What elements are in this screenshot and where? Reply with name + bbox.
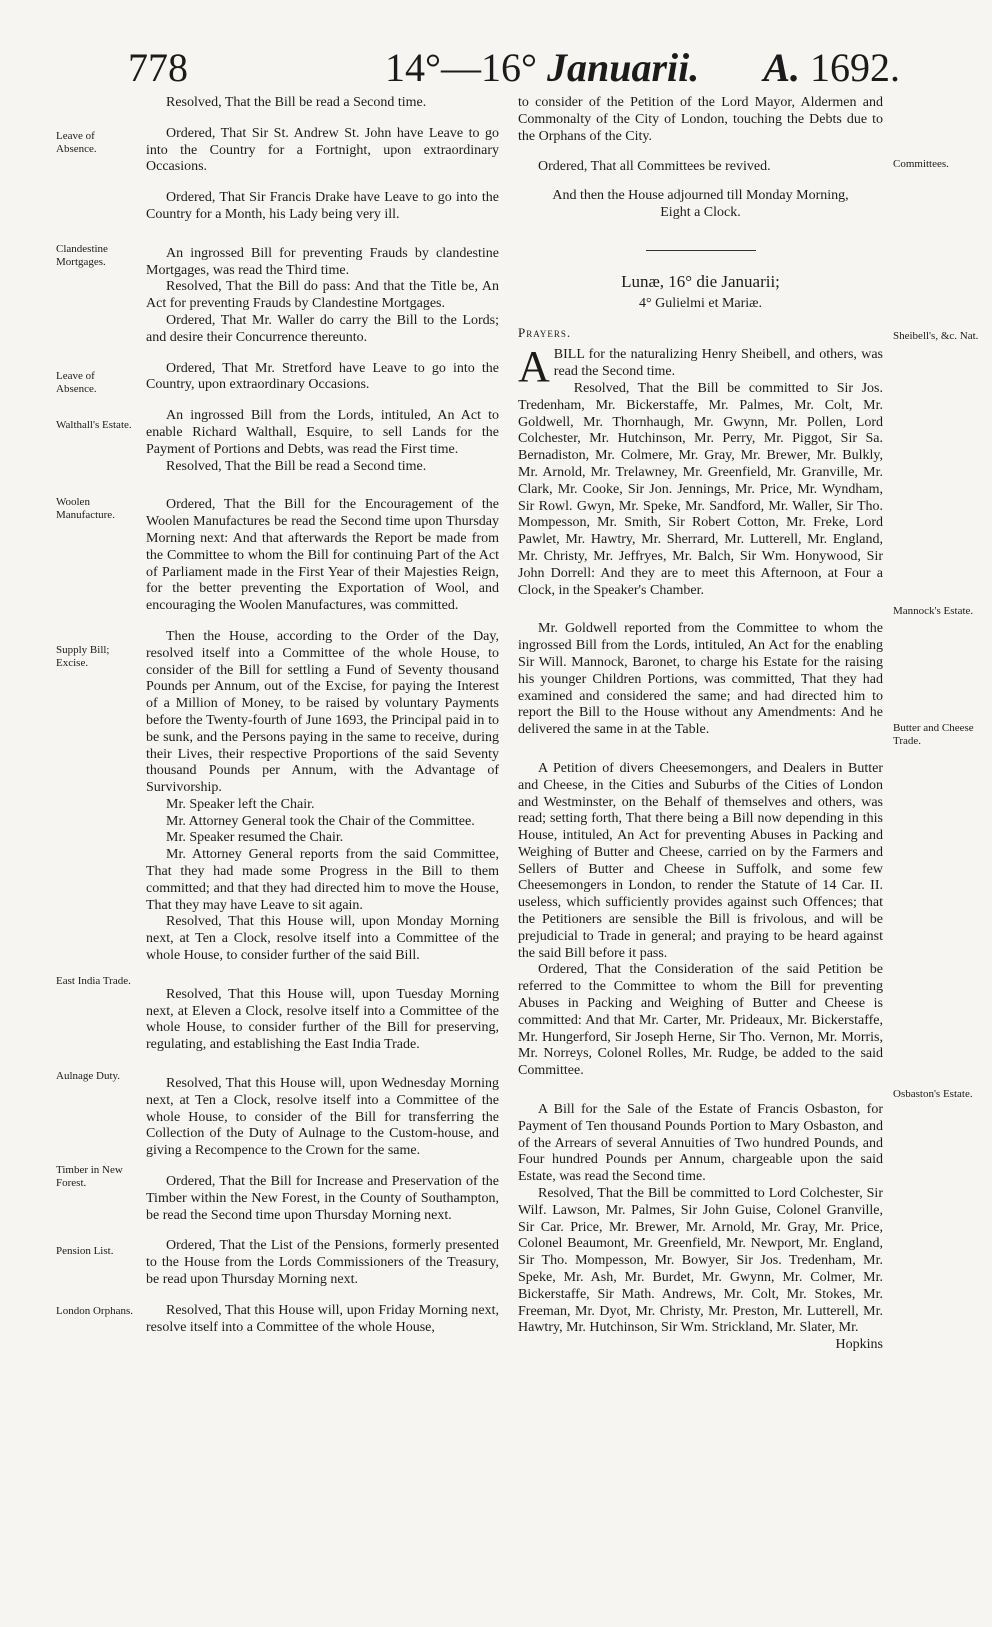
header-year-prefix: A. <box>763 45 800 90</box>
paragraph: Ordered, That Mr. Waller do carry the Bill to the Lords; and desire their Concurrence thereunto. <box>146 312 499 345</box>
paragraph: A Bill for the Sale of the Estate of Francis Osbaston, for Payment of Ten thousand Pounds Portion to Mary Osbaston, and of the Arrears of several Annuities of Two hundred Pounds, and Four hundred Pounds per Annum, chargeable upon the said Estate, was read the Second time. <box>518 1102 883 1185</box>
paragraph: Resolved, That this House will, upon Tuesday Morning next, at Eleven a Clock, resolve itself into a Committee of the whole House, to consider further of the Bill for preserving, regulating, and establishing the East India Trade. <box>146 986 499 1053</box>
paragraph: Ordered, That the Bill for Increase and Preservation of the Timber within the New Forest, in the County of Southampton, be read the Second time upon Thursday Morning next. <box>146 1174 499 1223</box>
header-date-days: 14°—16° <box>385 45 537 90</box>
paragraph: Then the House, according to the Order of the Day, resolved itself into a Committee of the whole House, to consider of the Bill for settling a Fund of Seventy thousand Pounds per Annum, out of the Excise, for paying the Interest of a Million of Money, to be raised by voluntary Payments before the Twenty-fourth of June 1693, the Principal paid in to be sunk, and the Persons paying in the same to receive, during their Lives, their respective Proportions of the said Seventy thousand Pounds per Annum, with the Advantage of Survivorship. <box>146 628 499 796</box>
header-year-value: 1692. <box>810 45 900 90</box>
margin-note-osbastons-estate: Osbaston's Estate. <box>893 1088 973 1100</box>
page-number: 778 <box>128 45 188 90</box>
paragraph: Resolved, That the Bill be read a Second time. <box>166 458 427 474</box>
left-column <box>146 95 499 1336</box>
catchword: Hopkins <box>835 1337 883 1353</box>
right-column <box>518 95 883 1354</box>
paragraph: Mr. Speaker left the Chair. <box>166 796 315 812</box>
margin-note-aulnage-duty: Aulnage Duty. <box>56 1070 121 1082</box>
paragraph: Resolved, That the Bill be committed to Lord Colchester, Sir Wilf. Lawson, Mr. Palmes, Sir John Guise, Colonel Granville, Sir Car. Price, Mr. Brewer, Mr. Arnold, Mr. Gray, Mr. Price, Colonel Beaumont, Mr. Greenfield, Mr. Newport, Mr. England, Sir Tho. Mompesson, Mr. Bowyer, Sir Jos. Tredenham, Mr. Speke, Mr. Ash, Mr. Burdet, Mr. Gwynn, Mr. Colmer, Mr. Bickerstaffe, Sir Math. Andrews, Mr. Colt, Mr. Stokes, Mr. Freeman, Mr. Dyot, Mr. Christy, Mr. Preston, Mr. Lutterell, Mr. Hawtry, Mr. Hutchinson, Sir Wm. Strickland, Mr. Slater, Mr. <box>518 1186 883 1336</box>
paragraph: A Petition of divers Cheesemongers, and Dealers in Butter and Cheese, in the Cities and Suburbs of the Cities of London and Westminster, on the Behalf of themselves and others, was read; setting forth, That there being a Bill now depending in this House, intituled, An Act for preventing Abuses in Packing and Weighing of Butter and Cheese, carried on by the Farmers and Sellers of Butter and Cheese in Suffolk, and some few Cheesemongers in London, to render the Statute of 14 Car. II. useless, which sufficiently provides against such Offences; that the Petitioners are sensible the Bill is frivolous, and will be prejudicial to Trade in general; and praying to be heard against the said Bill before it pass. <box>518 760 883 961</box>
margin-note-mannocks-estate: Mannock's Estate. <box>893 605 974 617</box>
paragraph: Ordered, That the Consideration of the said Petition be referred to the Committee to whom the Bill for preventing Abuses in Packing and Weighing of Butter and Cheese is committed: And that Mr. Carter, Mr. Prideaux, Mr. Bickerstaffe, Mr. Hungerford, Sir Joseph Herne, Sir Tho. Vernon, Mr. Morris, Mr. Norreys, Colonel Rolles, Mr. Rudge, be added to the said Committee. <box>518 962 883 1079</box>
margin-note-walthalls-estate: Walthall's Estate. <box>56 419 132 431</box>
margin-note-clandestine-mortgages: Clandestine Mortgages. <box>56 243 108 268</box>
header-date-month: Januarii. <box>547 45 700 90</box>
paragraph: Resolved, That the Bill be read a Second time. <box>166 95 427 110</box>
paragraph: Ordered, That Mr. Stretford have Leave to go into the Country, upon extraordinary Occasions. <box>146 360 499 393</box>
margin-note-east-india-trade: East India Trade. <box>56 975 131 987</box>
margin-note-committees: Committees. <box>893 158 949 170</box>
paragraph: Ordered, That the Bill for the Encouragement of the Woolen Manufactures be read the Second time upon Thursday Morning next: And that afterwards the Report be made from the Committee to whom the Bill for continuing Part of the Act of Parliament made in the First Year of their Majesties Reign, for the better preventing the Exportation of Wool, and encouraging the Woolen Manufactures, was committed. <box>146 497 499 614</box>
paragraph: Ordered, That Sir St. Andrew St. John have Leave to go into the Country for a Fortnight, upon extraordinary Occasions. <box>146 125 499 175</box>
paragraph: Resolved, That the Bill be committed to Sir Jos. Tredenham, Mr. Bickerstaffe, Mr. Palmes, Mr. Colt, Mr. Goldwell, Mr. Thornhaugh, Mr. Gwynn, Mr. Pollen, Lord Colchester, Mr. Hutchinson, Mr. Perry, Mr. Piggot, Sir Sa. Bernadiston, Mr. Colmere, Mr. Gray, Mr. Brewer, Mr. Bulkly, Mr. Arnold, Mr. Trelawney, Mr. Greenfield, Mr. Granville, Mr. Clark, Mr. Cooke, Sir Jon. Jennings, Mr. Price, Mr. Wyndham, Sir Rowl. Gwyn, Mr. Speke, Mr. Sandford, Mr. Waller, Sir Tho. Mompesson, Mr. Smith, Sir Robert Cotton, Mr. Freke, Lord Pawlet, Mr. Hawtry, Mr. Sherrard, Mr. Lutterell, Mr. England, Mr. Christy, Mr. Jeffryes, Mr. Balch, Sir Wm. Honywood, Sir John Dorrell: And they are to meet this Afternoon, at Four a Clock, in the Speaker's Chamber. <box>518 380 883 598</box>
paragraph: Mr. Goldwell reported from the Committee to whom the ingrossed Bill from the Lords, intituled, An Act for the enabling Sir Will. Mannock, Baronet, to charge his Estate for the raising his younger Children Portions, was committed, That they had examined and considered the same; and had directed him to report the Bill to the House without any Amendments: And he delivered the same in at the Table. <box>518 621 883 738</box>
paragraph: An ingrossed Bill for preventing Frauds by clandestine Mortgages, was read the Third time. <box>146 245 499 278</box>
margin-note-leave-of-absence-2: Leave of Absence. <box>56 370 97 395</box>
paragraph <box>518 342 883 392</box>
margin-note-pension-list: Pension List. <box>56 1245 114 1257</box>
paragraph: Resolved, That the Bill do pass: And that the Title be, An Act for preventing Frauds by Clandestine Mortgages. <box>146 279 499 312</box>
reign-heading: 4° Gulielmi et Mariæ. <box>638 295 763 311</box>
paragraph: Mr. Attorney General reports from the said Committee, That they had made some Progress in the Bill to them committed; and that they had directed him to move the House, That they may have Leave to sit again. <box>146 847 499 913</box>
margin-note-london-orphans: London Orphans. <box>56 1305 133 1317</box>
paragraph: Resolved, That this House will, upon Wednesday Morning next, at Ten a Clock, resolve itself into a Committee of the whole House, to consider of the Bill for transferring the Collection of the Duty of Aulnage to the Custom-house, and giving a Recompence to the Crown for the same. <box>146 1076 499 1159</box>
paragraph: Ordered, That all Committees be revived. <box>538 159 771 175</box>
paragraph: Resolved, That this House will, upon Monday Morning next, at Ten a Clock, resolve itself into a Committee of the whole House, to consider further of the said Bill. <box>146 914 499 964</box>
paragraph: An ingrossed Bill from the Lords, intituled, An Act to enable Richard Walthall, Esquire, to sell Lands for the Payment of Portions and Debts, was read the First time. <box>146 408 499 457</box>
paragraph: Resolved, That this House will, upon Friday Morning next, resolve itself into a Committee of the whole House, <box>146 1302 499 1335</box>
margin-note-supply-bill-excise: Supply Bill; Excise. <box>56 644 110 669</box>
margin-note-butter-cheese-trade: Butter and Cheese Trade. <box>893 722 974 747</box>
adjournment: And then the House adjourned till Monday Morning, Eight a Clock. <box>552 188 849 220</box>
prayers-heading: Prayers. <box>518 324 572 340</box>
paragraph: Ordered, That the List of the Pensions, formerly presented to the House from the Lords Commissioners of the Treasury, be read upon Thursday Morning next. <box>146 1238 499 1288</box>
paragraph-continuation: to consider of the Petition of the Lord Mayor, Aldermen and Commonalty of the City of London, touching the Debts due to the Orphans of the City. <box>518 95 883 144</box>
paragraph: Mr. Speaker resumed the Chair. <box>166 830 344 846</box>
section-divider <box>646 250 756 251</box>
running-header <box>0 40 992 100</box>
paragraph: Mr. Attorney General took the Chair of the Committee. <box>166 813 475 829</box>
paragraph-text: BILL for the naturalizing Henry Sheibell, and others, was read the Second time. <box>553 347 883 380</box>
margin-note-leave-of-absence: Leave of Absence. <box>56 130 97 155</box>
header-date <box>385 40 699 96</box>
paragraph: Ordered, That Sir Francis Drake have Leave to go into the Country for a Month, his Lady being very ill. <box>146 190 499 222</box>
margin-note-woolen-manufacture: Woolen Manufacture. <box>56 496 115 521</box>
drop-cap: A <box>518 342 550 392</box>
day-heading: Lunæ, 16° die Januarii; <box>621 271 780 291</box>
margin-note-sheibell-nat: Sheibell's, &c. Nat. <box>893 330 979 342</box>
margin-note-timber-new-forest: Timber in New Forest. <box>56 1164 123 1189</box>
header-year <box>763 40 900 96</box>
